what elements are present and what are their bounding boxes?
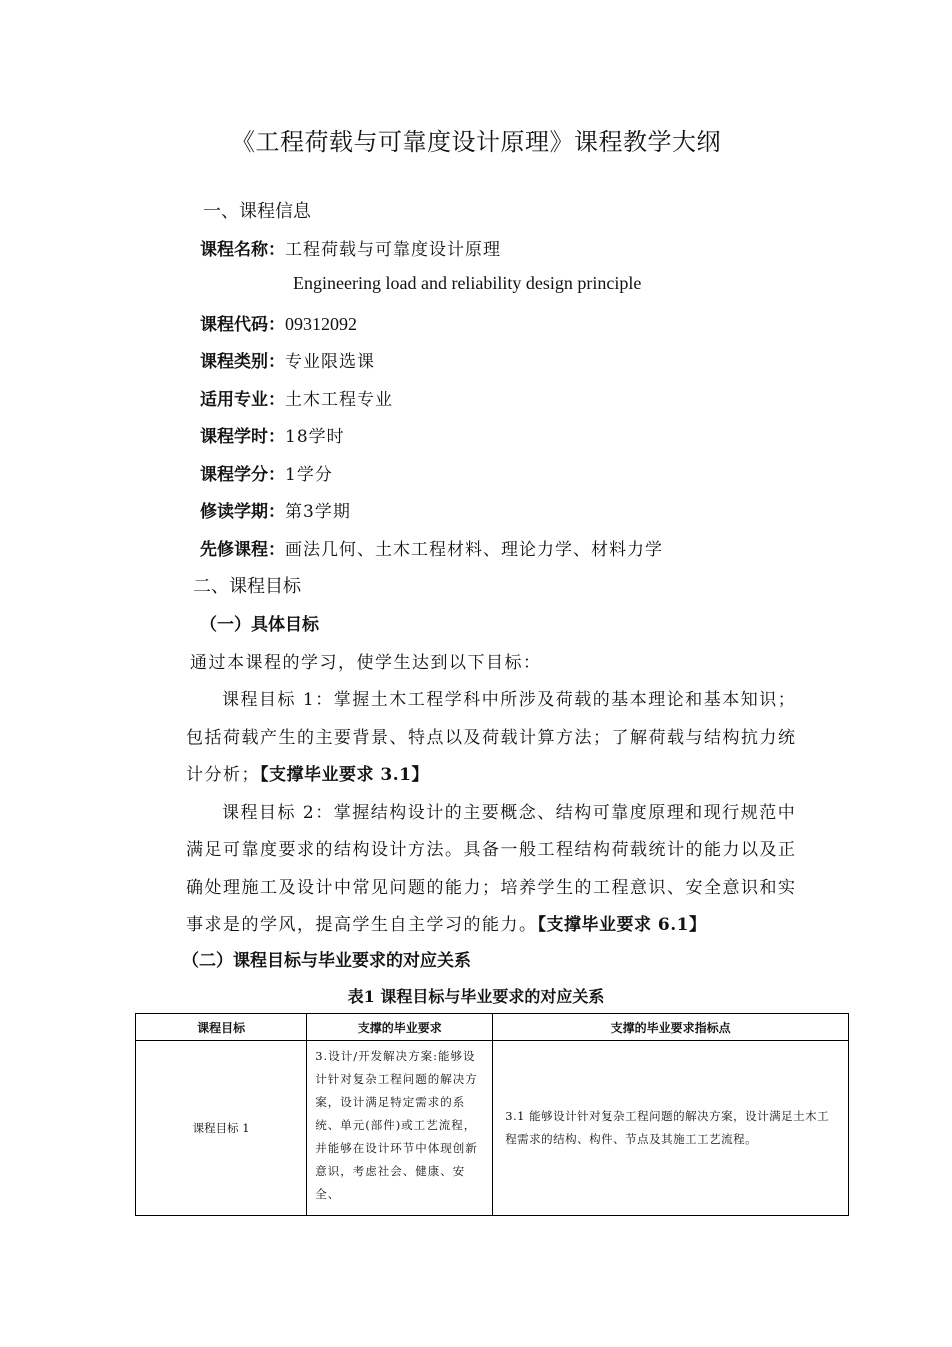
goal1-line: 课程目标 1：掌握土木工程学科中所涉及荷载的基本理论和基本知识； [222,690,797,710]
section-heading-course-goals: 二、课程目标 [193,576,301,597]
goal-mapping-table [135,1013,849,1216]
field-course-category [200,347,375,372]
column-header: 支撑的毕业要求指标点 [493,1014,849,1041]
field-value: 画法几何、土木工程材料、理论力学、材料力学 [285,540,663,560]
field-hours [200,422,345,447]
field-label: 先修课程： [200,540,285,560]
field-label: 课程类别： [200,352,285,372]
field-major [200,385,393,410]
column-header: 课程目标 [136,1014,307,1041]
subheading-specific-goals: （一）具体目标 [200,615,319,635]
field-course-code [200,310,357,335]
field-label: 修读学期： [200,502,285,522]
goal2-line: 确处理施工及设计中常见问题的能力；培养学生的工程意识、安全意识和实 [186,878,797,898]
field-value: 1学分 [285,465,333,485]
field-label: 课程代码： [200,315,285,335]
table-header-row [136,1014,849,1041]
subheading-goal-mapping: （二）课程目标与毕业要求的对应关系 [182,951,471,971]
goal2-line: 满足可靠度要求的结构设计方法。具备一般工程结构荷载统计的能力以及正 [186,840,797,860]
cell-indicator: 3.1 能够设计针对复杂工程问题的解决方案，设计满足土木工程需求的结构、构件、节点及其施工工艺流程。 [493,1041,849,1216]
goal1-line-text: 计分析； [186,765,260,785]
field-value: 09312092 [285,314,357,334]
field-course-name [200,235,501,260]
table-row [136,1041,849,1216]
field-label: 课程名称： [200,240,285,260]
goals-intro: 通过本课程的学习，使学生达到以下目标： [190,653,542,673]
goal2-requirement: 【支撑毕业要求 6.1】 [537,915,707,935]
goal1-line: 包括荷载产生的主要背景、特点以及荷载计算方法；了解荷载与结构抗力统 [186,728,797,748]
field-value: 第3学期 [285,502,351,522]
course-english-name: Engineering load and reliability design principle [293,273,642,293]
field-value: 18学时 [285,427,345,447]
document-title: 《工程荷载与可靠度设计原理》课程教学大纲 [231,128,721,156]
goal2-line-text: 事求是的学风，提高学生自主学习的能力。 [186,915,538,935]
field-value: 专业限选课 [285,352,375,372]
cell-goal: 课程目标 1 [136,1041,307,1216]
field-semester [200,497,351,522]
goal1-line-last [186,760,429,785]
goal2-line: 课程目标 2：掌握结构设计的主要概念、结构可靠度原理和现行规范中 [222,803,797,823]
table-caption: 表1 课程目标与毕业要求的对应关系 [347,987,605,1006]
goal2-line-last [186,910,707,935]
column-header: 支撑的毕业要求 [307,1014,493,1041]
goal1-requirement: 【支撑毕业要求 3.1】 [260,765,429,785]
field-label: 课程学时： [200,427,285,447]
field-label: 适用专业： [200,390,285,410]
field-prerequisites [200,535,663,560]
field-label: 课程学分： [200,465,285,485]
section-heading-course-info: 一、课程信息 [203,201,311,222]
field-value: 土木工程专业 [285,390,393,410]
field-credits [200,460,333,485]
cell-requirement: 3.设计/开发解决方案:能够设计针对复杂工程问题的解决方案，设计满足特定需求的系统、单元(部件)或工艺流程，并能够在设计环节中体现创新意识，考虑社会、健康、安全、 [307,1041,493,1216]
field-value: 工程荷载与可靠度设计原理 [285,240,501,260]
